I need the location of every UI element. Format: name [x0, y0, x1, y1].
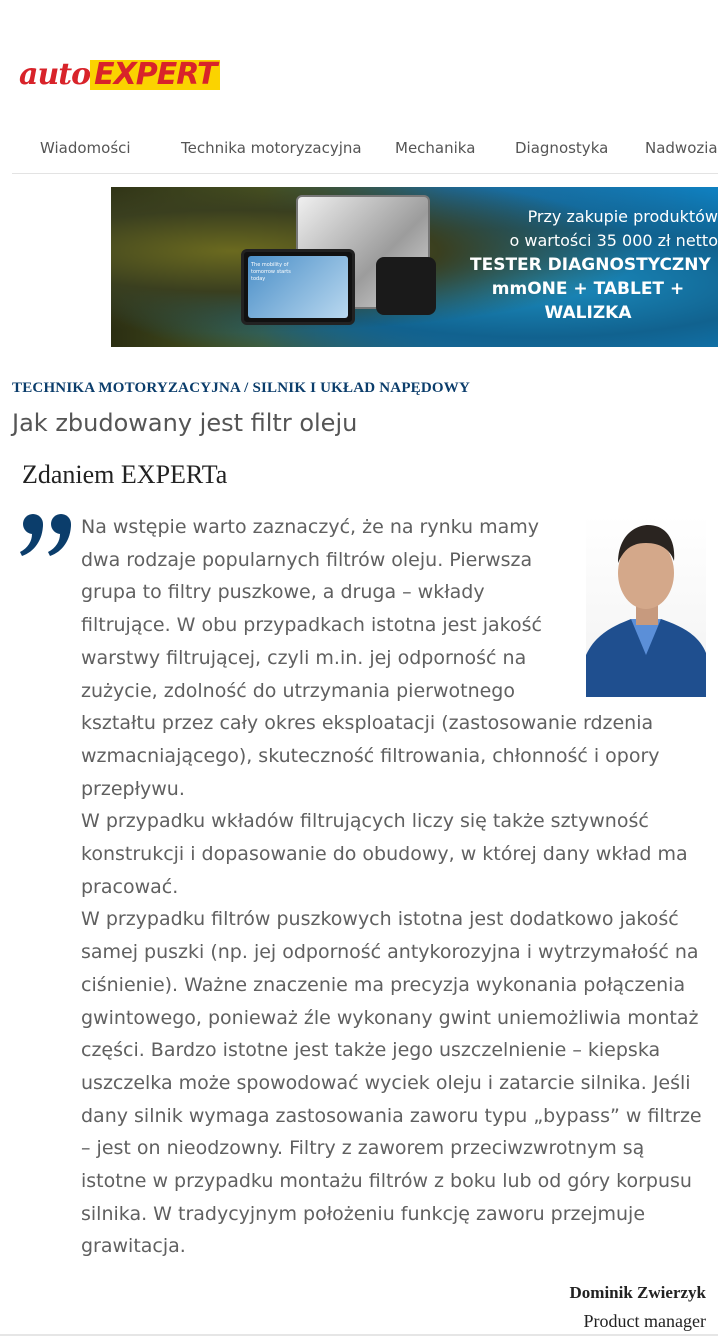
- banner-line-5: WALIZKA: [544, 303, 632, 323]
- tablet-image: [241, 249, 355, 325]
- banner-line-2: o wartości 35 000 zł netto: [509, 231, 718, 250]
- ad-banner[interactable]: [111, 187, 718, 347]
- bottom-divider: [0, 1334, 718, 1336]
- banner-text: [458, 205, 718, 325]
- nav-item-mechanika[interactable]: Mechanika: [395, 139, 476, 157]
- tablet-text: The mobility of tomorrow starts today: [251, 262, 291, 282]
- main-nav: [12, 127, 718, 174]
- paragraph-2: W przypadku wkładów filtrujących liczy się także sztywność konstrukcji i dopasowanie do obudowy, w której dany wkład ma pracować.: [81, 810, 688, 898]
- nav-item-wiadomosci[interactable]: Wiadomości: [40, 139, 131, 157]
- author-block: [570, 1283, 706, 1332]
- photo-spacer: [576, 511, 706, 701]
- paragraph-1: Na wstępie warto zaznaczyć, że na rynku mamy dwa rodzaje popularnych filtrów oleju. Pierwsza grupa to filtry puszkowe, a druga – wkłady filtrujące. W obu przypadkach istotna jest jakość warstwy filtrującej, czyli m.in. jej odporność na zużycie, zdolność do utrzymania pierwotnego kształtu przez cały okres eksploatacji (zastosowanie rdzenia wzmacniającego), skuteczność filtrowania, chłonność i opory przepływu.: [81, 516, 660, 800]
- section-title: Zdaniem EXPERTa: [22, 460, 228, 489]
- tablet-screen: [248, 256, 348, 318]
- site-logo[interactable]: [19, 58, 220, 90]
- logo-expert: EXPERT: [90, 60, 220, 90]
- nav-item-technika[interactable]: Technika motoryzacyjna: [181, 139, 362, 157]
- breadcrumb-category[interactable]: TECHNIKA MOTORYZACYJNA / SILNIK I UKŁAD NAPĘDOWY: [12, 380, 471, 396]
- banner-line-1: Przy zakupie produktów: [527, 207, 718, 226]
- diagnostic-device-image: [376, 257, 436, 315]
- author-role: Product manager: [583, 1311, 706, 1331]
- paragraph-3: W przypadku filtrów puszkowych istotna jest dodatkowo jakość samej puszki (np. jej odporność antykorozyjna i wytrzymałość na ciśnienie). Ważne znaczenie ma precyzja wykonania połączenia gwintowego, ponieważ źle wykonany gwint uniemożliwia montaż części. Bardzo istotne jest także jego uszczelnienie – kiepska uszczelka może spowodować wyciek oleju i zatarcie silnika. Jeśli dany silnik wymaga zastosowania zaworu typu „bypass” w filtrze – jest on nieodzowny. Filtry z zaworem przeciwzwrotnym są istotne w przypadku montażu filtrów z boku lub od góry korpusu silnika. W tradycyjnym położeniu funkcję zaworu przejmuje grawitacja.: [81, 908, 702, 1258]
- banner-line-4: mmONE + TABLET +: [491, 279, 685, 299]
- nav-item-nadwozia[interactable]: Nadwozia: [645, 139, 718, 157]
- quote-icon: [20, 510, 76, 560]
- nav-item-diagnostyka[interactable]: Diagnostyka: [515, 139, 609, 157]
- article-body: [81, 511, 706, 1263]
- author-name: Dominik Zwierzyk: [569, 1283, 706, 1302]
- article-title: Jak zbudowany jest filtr oleju: [12, 409, 358, 437]
- logo-auto: auto: [19, 57, 91, 92]
- banner-line-3: TESTER DIAGNOSTYCZNY: [470, 255, 711, 275]
